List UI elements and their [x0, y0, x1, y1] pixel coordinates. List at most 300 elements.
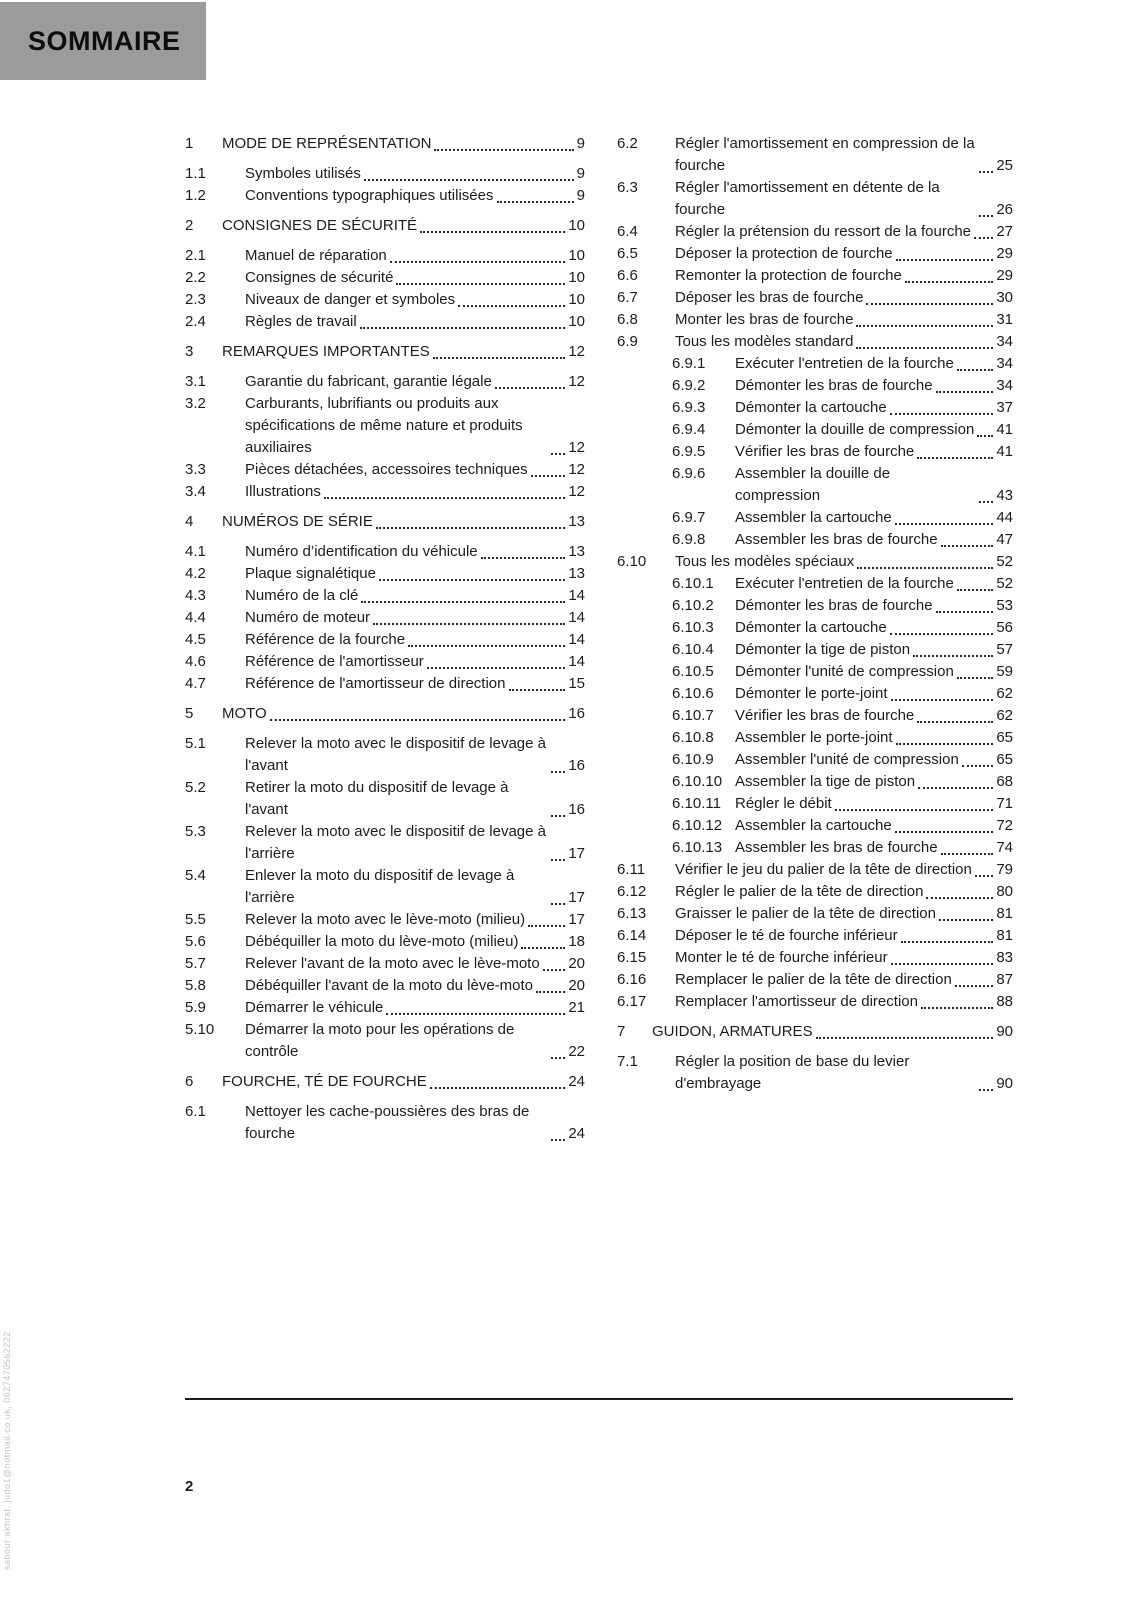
toc-entry-title: Nettoyer les cache-poussières des bras de fourche — [245, 1103, 530, 1142]
leader-dots — [364, 179, 574, 181]
toc-entry-2.2[interactable] — [185, 267, 585, 289]
leader-dots — [551, 1139, 565, 1141]
toc-entry-5.10[interactable] — [185, 1019, 585, 1063]
leader-dots — [396, 283, 565, 285]
toc-entry-body — [245, 777, 585, 821]
toc-entry-number: 6.10.10 — [672, 773, 723, 790]
toc-entry-6.10.10[interactable] — [617, 771, 1013, 793]
toc-entry-body — [652, 1021, 1013, 1043]
toc-entry-6.10.2[interactable] — [617, 595, 1013, 617]
toc-entry-number: 4 — [185, 513, 194, 530]
toc-entry-number: 6.17 — [617, 993, 647, 1010]
toc-entry-page: 26 — [996, 201, 1013, 218]
toc-entry-body — [245, 865, 585, 909]
toc-entry-page: 9 — [576, 135, 585, 152]
toc-entry-title: Conventions typographiques utilisées — [245, 187, 494, 204]
toc-entry-page: 90 — [996, 1023, 1013, 1040]
leader-dots — [977, 435, 993, 437]
leader-dots — [957, 677, 994, 679]
toc-entry-title: FOURCHE, TÉ DE FOURCHE — [222, 1073, 427, 1090]
toc-entry-number: 6.9.7 — [672, 509, 706, 526]
toc-entry-2.1[interactable] — [185, 245, 585, 267]
toc-entry-page: 12 — [568, 461, 585, 478]
toc-entry-page: 29 — [996, 245, 1013, 262]
leader-dots — [543, 969, 566, 971]
toc-entry-number: 5.7 — [185, 955, 206, 972]
toc-entry-body — [245, 267, 585, 289]
toc-entry-4.1[interactable] — [185, 541, 585, 563]
toc-entry-body — [245, 311, 585, 333]
toc-entry-body — [735, 441, 1013, 463]
toc-entry-body — [735, 375, 1013, 397]
toc-entry-3.1[interactable] — [185, 371, 585, 393]
toc-entry-title: Exécuter l'entretien de la fourche — [735, 355, 954, 372]
toc-entry-page: 72 — [996, 817, 1013, 834]
toc-entry-title: Relever la moto avec le lève-moto (milieu) — [245, 911, 526, 928]
toc-entry-number: 6.10.12 — [672, 817, 723, 834]
toc-entry-6.9.7[interactable] — [617, 507, 1013, 529]
toc-entry-title: Régler le débit — [735, 795, 832, 812]
toc-entry-6.10.1[interactable] — [617, 573, 1013, 595]
leader-dots — [373, 623, 565, 625]
leader-dots — [891, 699, 994, 701]
toc-entry-page: 68 — [996, 773, 1013, 790]
toc-entry-6.9.2[interactable] — [617, 375, 1013, 397]
toc-entry-page: 17 — [568, 845, 585, 862]
toc-entry-number: 6 — [185, 1073, 194, 1090]
leader-dots — [551, 771, 565, 773]
toc-entry-page: 47 — [996, 531, 1013, 548]
toc-entry-number: 3.2 — [185, 395, 206, 412]
toc-entry-5.4[interactable] — [185, 865, 585, 909]
toc-entry-number: 1.2 — [185, 187, 206, 204]
toc-entry-title: Référence de l'amortisseur — [245, 653, 424, 670]
toc-entry-number: 6.9 — [617, 333, 638, 350]
toc-entry-6.10.4[interactable] — [617, 639, 1013, 661]
toc-entry-title: Démonter l'unité de compression — [735, 663, 954, 680]
toc-entry-body — [245, 931, 585, 953]
leader-dots — [386, 1013, 565, 1015]
toc-entry-3.4[interactable] — [185, 481, 585, 503]
toc-entry-page: 34 — [996, 377, 1013, 394]
leader-dots — [361, 601, 565, 603]
toc-entry-number: 6.10.8 — [672, 729, 714, 746]
toc-entry-title: Assembler la cartouche — [735, 509, 892, 526]
leader-dots — [891, 963, 994, 965]
leader-dots — [497, 201, 574, 203]
toc-entry-number: 4.2 — [185, 565, 206, 582]
toc-entry-body — [675, 309, 1013, 331]
toc-entry-6.10.5[interactable] — [617, 661, 1013, 683]
toc-entry-page: 12 — [568, 483, 585, 500]
toc-entry-page: 17 — [568, 889, 585, 906]
toc-entry-body — [675, 925, 1013, 947]
toc-entry-3.2[interactable] — [185, 393, 585, 459]
toc-entry-page: 13 — [568, 513, 585, 530]
toc-entry-body — [735, 529, 1013, 551]
toc-entry-6.10.8[interactable] — [617, 727, 1013, 749]
toc-entry-title: Enlever la moto du dispositif de levage à l'arrière — [245, 867, 515, 906]
toc-entry-6.5[interactable] — [617, 243, 1013, 265]
leader-dots — [390, 261, 566, 263]
toc-entry-body — [245, 607, 585, 629]
toc-entry-number: 6.1 — [185, 1103, 206, 1120]
toc-entry-title: Pièces détachées, accessoires techniques — [245, 461, 528, 478]
toc-entry-4.7[interactable] — [185, 673, 585, 695]
leader-dots — [816, 1037, 994, 1039]
toc-entry-6.9.1[interactable] — [617, 353, 1013, 375]
toc-entry-number: 4.3 — [185, 587, 206, 604]
leader-dots — [890, 633, 994, 635]
toc-entry-body — [675, 991, 1013, 1013]
toc-entry-5.8[interactable] — [185, 975, 585, 997]
toc-entry-number: 6.9.6 — [672, 465, 706, 482]
leader-dots — [551, 859, 565, 861]
toc-entry-body — [675, 969, 1013, 991]
toc-entry-2.4[interactable] — [185, 311, 585, 333]
toc-entry-number: 4.6 — [185, 653, 206, 670]
toc-entry-number: 5.4 — [185, 867, 206, 884]
leader-dots — [975, 875, 993, 877]
toc-entry-6.2[interactable] — [617, 133, 1013, 177]
toc-entry-title: Régler la position de base du levier d'embrayage — [675, 1053, 910, 1092]
toc-entry-body — [735, 507, 1013, 529]
toc-entry-number: 6.9.3 — [672, 399, 706, 416]
toc-entry-body — [245, 459, 585, 481]
toc-entry-page: 41 — [996, 421, 1013, 438]
footer-divider — [185, 1398, 1013, 1400]
toc-entry-6.10.6[interactable] — [617, 683, 1013, 705]
toc-entry-page: 18 — [568, 933, 585, 950]
leader-dots — [957, 369, 993, 371]
toc-entry-3.3[interactable] — [185, 459, 585, 481]
toc-entry-6.1[interactable] — [185, 1101, 585, 1145]
toc-entry-page: 10 — [568, 247, 585, 264]
leader-dots — [481, 557, 566, 559]
leader-dots — [979, 215, 993, 217]
toc-entry-number: 6.10 — [617, 553, 647, 570]
toc-entry-6.9[interactable] — [617, 331, 1013, 353]
toc-entry-title: Régler la prétension du ressort de la fourche — [675, 223, 972, 240]
toc-entry-body — [222, 511, 585, 533]
toc-entry-6.9.5[interactable] — [617, 441, 1013, 463]
toc-entry-page: 37 — [996, 399, 1013, 416]
toc-entry-number: 6.6 — [617, 267, 638, 284]
toc-entry-number: 1 — [185, 135, 194, 152]
toc-entry-page: 21 — [568, 999, 585, 1016]
toc-entry-number: 4.1 — [185, 543, 206, 560]
leader-dots — [974, 237, 993, 239]
toc-entry-7[interactable] — [617, 1021, 1013, 1043]
toc-entry-number: 5.6 — [185, 933, 206, 950]
toc-entry-6.16[interactable] — [617, 969, 1013, 991]
toc-entry-6.10.3[interactable] — [617, 617, 1013, 639]
toc-entry-number: 6.13 — [617, 905, 647, 922]
toc-entry-body — [675, 881, 1013, 903]
toc-entry-6.10.9[interactable] — [617, 749, 1013, 771]
leader-dots — [434, 149, 573, 151]
toc-entry-6.9.8[interactable] — [617, 529, 1013, 551]
toc-entry-title: Démonter la tige de piston — [735, 641, 911, 658]
leader-dots — [536, 991, 565, 993]
toc-entry-page: 17 — [568, 911, 585, 928]
toc-entry-5.6[interactable] — [185, 931, 585, 953]
leader-dots — [427, 667, 566, 669]
toc-entry-page: 71 — [996, 795, 1013, 812]
leader-dots — [408, 645, 565, 647]
toc-entry-title: Carburants, lubrifiants ou produits aux spécifications de même nature et produits auxiliaires — [245, 395, 523, 456]
toc-entry-6.10[interactable] — [617, 551, 1013, 573]
toc-entry-6.9.4[interactable] — [617, 419, 1013, 441]
toc-entry-page: 20 — [568, 955, 585, 972]
toc-entry-number: 6.9.1 — [672, 355, 706, 372]
toc-entry-title: REMARQUES IMPORTANTES — [222, 343, 430, 360]
leader-dots — [939, 919, 993, 921]
leader-dots — [528, 925, 565, 927]
toc-entry-6.12[interactable] — [617, 881, 1013, 903]
toc-entry-6.10.11[interactable] — [617, 793, 1013, 815]
toc-entry-title: MOTO — [222, 705, 267, 722]
toc-entry-title: Garantie du fabricant, garantie légale — [245, 373, 492, 390]
toc-entry-title: Assembler les bras de fourche — [735, 839, 938, 856]
toc-entry-title: Assembler la douille de compression — [735, 465, 891, 504]
toc-entry-6.14[interactable] — [617, 925, 1013, 947]
leader-dots — [420, 231, 565, 233]
toc-entry-5.1[interactable] — [185, 733, 585, 777]
toc-entry-page: 81 — [996, 905, 1013, 922]
toc-entry-6.11[interactable] — [617, 859, 1013, 881]
toc-entry-number: 2.4 — [185, 313, 206, 330]
toc-entry-6.10.7[interactable] — [617, 705, 1013, 727]
toc-entry-page: 41 — [996, 443, 1013, 460]
toc-entry-page: 12 — [568, 439, 585, 456]
toc-entry-6.9.6[interactable] — [617, 463, 1013, 507]
toc-entry-number: 6.10.13 — [672, 839, 723, 856]
toc-entry-1.1[interactable] — [185, 163, 585, 185]
toc-entry-body — [222, 215, 585, 237]
leader-dots — [941, 853, 994, 855]
toc-entry-page: 87 — [996, 971, 1013, 988]
toc-entry-title: Plaque signalétique — [245, 565, 376, 582]
toc-entry-6.10.12[interactable] — [617, 815, 1013, 837]
toc-entry-body — [245, 245, 585, 267]
toc-entry-title: Régler l'amortissement en compression de la fourche — [675, 135, 975, 174]
toc-entry-6.9.3[interactable] — [617, 397, 1013, 419]
toc-entry-page: 10 — [568, 217, 585, 234]
leader-dots — [551, 815, 565, 817]
leader-dots — [917, 721, 993, 723]
leader-dots — [918, 787, 993, 789]
leader-dots — [957, 589, 993, 591]
toc-entry-number: 7.1 — [617, 1053, 638, 1070]
toc-entry-6.7[interactable] — [617, 287, 1013, 309]
leader-dots — [917, 457, 993, 459]
leader-dots — [551, 903, 565, 905]
leader-dots — [896, 259, 994, 261]
toc-entry-number: 6.2 — [617, 135, 638, 152]
toc-entry-body — [222, 1071, 585, 1093]
toc-entry-page: 34 — [996, 355, 1013, 372]
toc-entry-6.3[interactable] — [617, 177, 1013, 221]
toc-entry-page: 27 — [996, 223, 1013, 240]
toc-entry-title: Référence de l'amortisseur de direction — [245, 675, 506, 692]
leader-dots — [495, 387, 565, 389]
toc-entry-5.5[interactable] — [185, 909, 585, 931]
toc-entry-page: 12 — [568, 343, 585, 360]
leader-dots — [936, 391, 994, 393]
toc-entry-body — [245, 541, 585, 563]
toc-entry-number: 5.2 — [185, 779, 206, 796]
toc-entry-4[interactable] — [185, 511, 585, 533]
toc-entry-page: 10 — [568, 313, 585, 330]
toc-entry-number: 5.10 — [185, 1021, 215, 1038]
toc-entry-page: 9 — [576, 187, 585, 204]
toc-entry-title: Exécuter l'entretien de la fourche — [735, 575, 954, 592]
toc-entry-title: Niveaux de danger et symboles — [245, 291, 456, 308]
toc-entry-page: 13 — [568, 565, 585, 582]
toc-entry-number: 6.7 — [617, 289, 638, 306]
toc-entry-page: 14 — [568, 653, 585, 670]
toc-entry-page: 13 — [568, 543, 585, 560]
toc-entry-page: 57 — [996, 641, 1013, 658]
toc-entry-4.5[interactable] — [185, 629, 585, 651]
leader-dots — [901, 941, 994, 943]
toc-entry-number: 4.7 — [185, 675, 206, 692]
leader-dots — [962, 765, 994, 767]
toc-entry-title: Assembler la cartouche — [735, 817, 892, 834]
toc-entry-body — [735, 683, 1013, 705]
toc-entry-3[interactable] — [185, 341, 585, 363]
leader-dots — [857, 567, 993, 569]
toc-entry-body — [245, 673, 585, 695]
toc-entry-title: Assembler les bras de fourche — [735, 531, 938, 548]
toc-entry-title: Régler l'amortissement en détente de la fourche — [675, 179, 940, 218]
toc-entry-number: 2.3 — [185, 291, 206, 308]
toc-entry-title: Règles de travail — [245, 313, 357, 330]
toc-entry-page: 62 — [996, 707, 1013, 724]
toc-entry-page: 30 — [996, 289, 1013, 306]
toc-entry-6.13[interactable] — [617, 903, 1013, 925]
toc-entry-title: Tous les modèles standard — [675, 333, 854, 350]
toc-entry-body — [222, 133, 585, 155]
toc-entry-body — [675, 331, 1013, 353]
toc-entry-number: 5.8 — [185, 977, 206, 994]
toc-entry-6.4[interactable] — [617, 221, 1013, 243]
toc-entry-title: Démarrer la moto pour les opérations de contrôle — [245, 1021, 515, 1060]
toc-entry-body — [735, 397, 1013, 419]
toc-entry-number: 5.3 — [185, 823, 206, 840]
toc-entry-body — [245, 821, 585, 865]
toc-entry-page: 90 — [996, 1075, 1013, 1092]
toc-entry-5.9[interactable] — [185, 997, 585, 1019]
toc-entry-body — [675, 221, 1013, 243]
toc-entry-title: Consignes de sécurité — [245, 269, 394, 286]
toc-entry-number: 5.5 — [185, 911, 206, 928]
toc-entry-page: 53 — [996, 597, 1013, 614]
toc-entry-6.10.13[interactable] — [617, 837, 1013, 859]
leader-dots — [890, 413, 994, 415]
toc-entry-body — [245, 1019, 585, 1063]
toc-column-left — [185, 125, 585, 1145]
toc-entry-5.2[interactable] — [185, 777, 585, 821]
toc-entry-body — [245, 585, 585, 607]
toc-entry-title: Graisser le palier de la tête de direction — [675, 905, 936, 922]
toc-entry-page: 43 — [996, 487, 1013, 504]
toc-entry-5[interactable] — [185, 703, 585, 725]
toc-entry-4.2[interactable] — [185, 563, 585, 585]
toc-entry-6.6[interactable] — [617, 265, 1013, 287]
toc-entry-6.15[interactable] — [617, 947, 1013, 969]
toc-entry-2.3[interactable] — [185, 289, 585, 311]
leader-dots — [360, 327, 566, 329]
toc-entry-title: Débéquiller la moto du lève-moto (milieu) — [245, 933, 519, 950]
leader-dots — [856, 347, 993, 349]
toc-entry-title: Symboles utilisés — [245, 165, 361, 182]
toc-entry-body — [245, 953, 585, 975]
toc-entry-number: 6.10.9 — [672, 751, 714, 768]
toc-entry-page: 24 — [568, 1073, 585, 1090]
toc-entry-7.1[interactable] — [617, 1051, 1013, 1095]
leader-dots — [979, 171, 993, 173]
toc-entry-body — [675, 287, 1013, 309]
toc-entry-page: 52 — [996, 575, 1013, 592]
leader-dots — [379, 579, 565, 581]
table-of-contents — [185, 125, 1013, 1145]
toc-entry-page: 29 — [996, 267, 1013, 284]
toc-entry-body — [245, 909, 585, 931]
toc-entry-4.3[interactable] — [185, 585, 585, 607]
toc-entry-body — [222, 703, 585, 725]
toc-entry-number: 5.9 — [185, 999, 206, 1016]
leader-dots — [905, 281, 994, 283]
toc-entry-body — [735, 353, 1013, 375]
toc-entry-number: 6.10.4 — [672, 641, 714, 658]
toc-entry-6.8[interactable] — [617, 309, 1013, 331]
toc-entry-4.4[interactable] — [185, 607, 585, 629]
toc-entry-1[interactable] — [185, 133, 585, 155]
toc-entry-title: Remplacer le palier de la tête de direction — [675, 971, 952, 988]
toc-entry-6.17[interactable] — [617, 991, 1013, 1013]
toc-entry-number: 2 — [185, 217, 194, 234]
toc-entry-title: Déposer les bras de fourche — [675, 289, 864, 306]
toc-entry-1.2[interactable] — [185, 185, 585, 207]
toc-entry-title: Relever la moto avec le dispositif de levage à l'avant — [245, 735, 546, 774]
toc-entry-number: 3.1 — [185, 373, 206, 390]
toc-entry-body — [675, 859, 1013, 881]
toc-entry-body — [245, 563, 585, 585]
toc-entry-5.3[interactable] — [185, 821, 585, 865]
toc-entry-page: 16 — [568, 801, 585, 818]
toc-entry-body — [675, 903, 1013, 925]
toc-entry-title: Démonter la douille de compression — [735, 421, 975, 438]
toc-entry-6[interactable] — [185, 1071, 585, 1093]
toc-entry-title: CONSIGNES DE SÉCURITÉ — [222, 217, 418, 234]
toc-entry-page: 12 — [568, 373, 585, 390]
toc-entry-number: 6.10.5 — [672, 663, 714, 680]
toc-entry-5.7[interactable] — [185, 953, 585, 975]
leader-dots — [376, 527, 565, 529]
toc-entry-number: 1.1 — [185, 165, 206, 182]
toc-entry-page: 22 — [568, 1043, 585, 1060]
toc-entry-page: 65 — [996, 729, 1013, 746]
toc-entry-body — [245, 393, 585, 459]
toc-entry-4.6[interactable] — [185, 651, 585, 673]
toc-entry-page: 15 — [568, 675, 585, 692]
toc-entry-title: Relever la moto avec le dispositif de levage à l'arrière — [245, 823, 546, 862]
toc-entry-number: 6.4 — [617, 223, 638, 240]
leader-dots — [936, 611, 994, 613]
toc-entry-2[interactable] — [185, 215, 585, 237]
